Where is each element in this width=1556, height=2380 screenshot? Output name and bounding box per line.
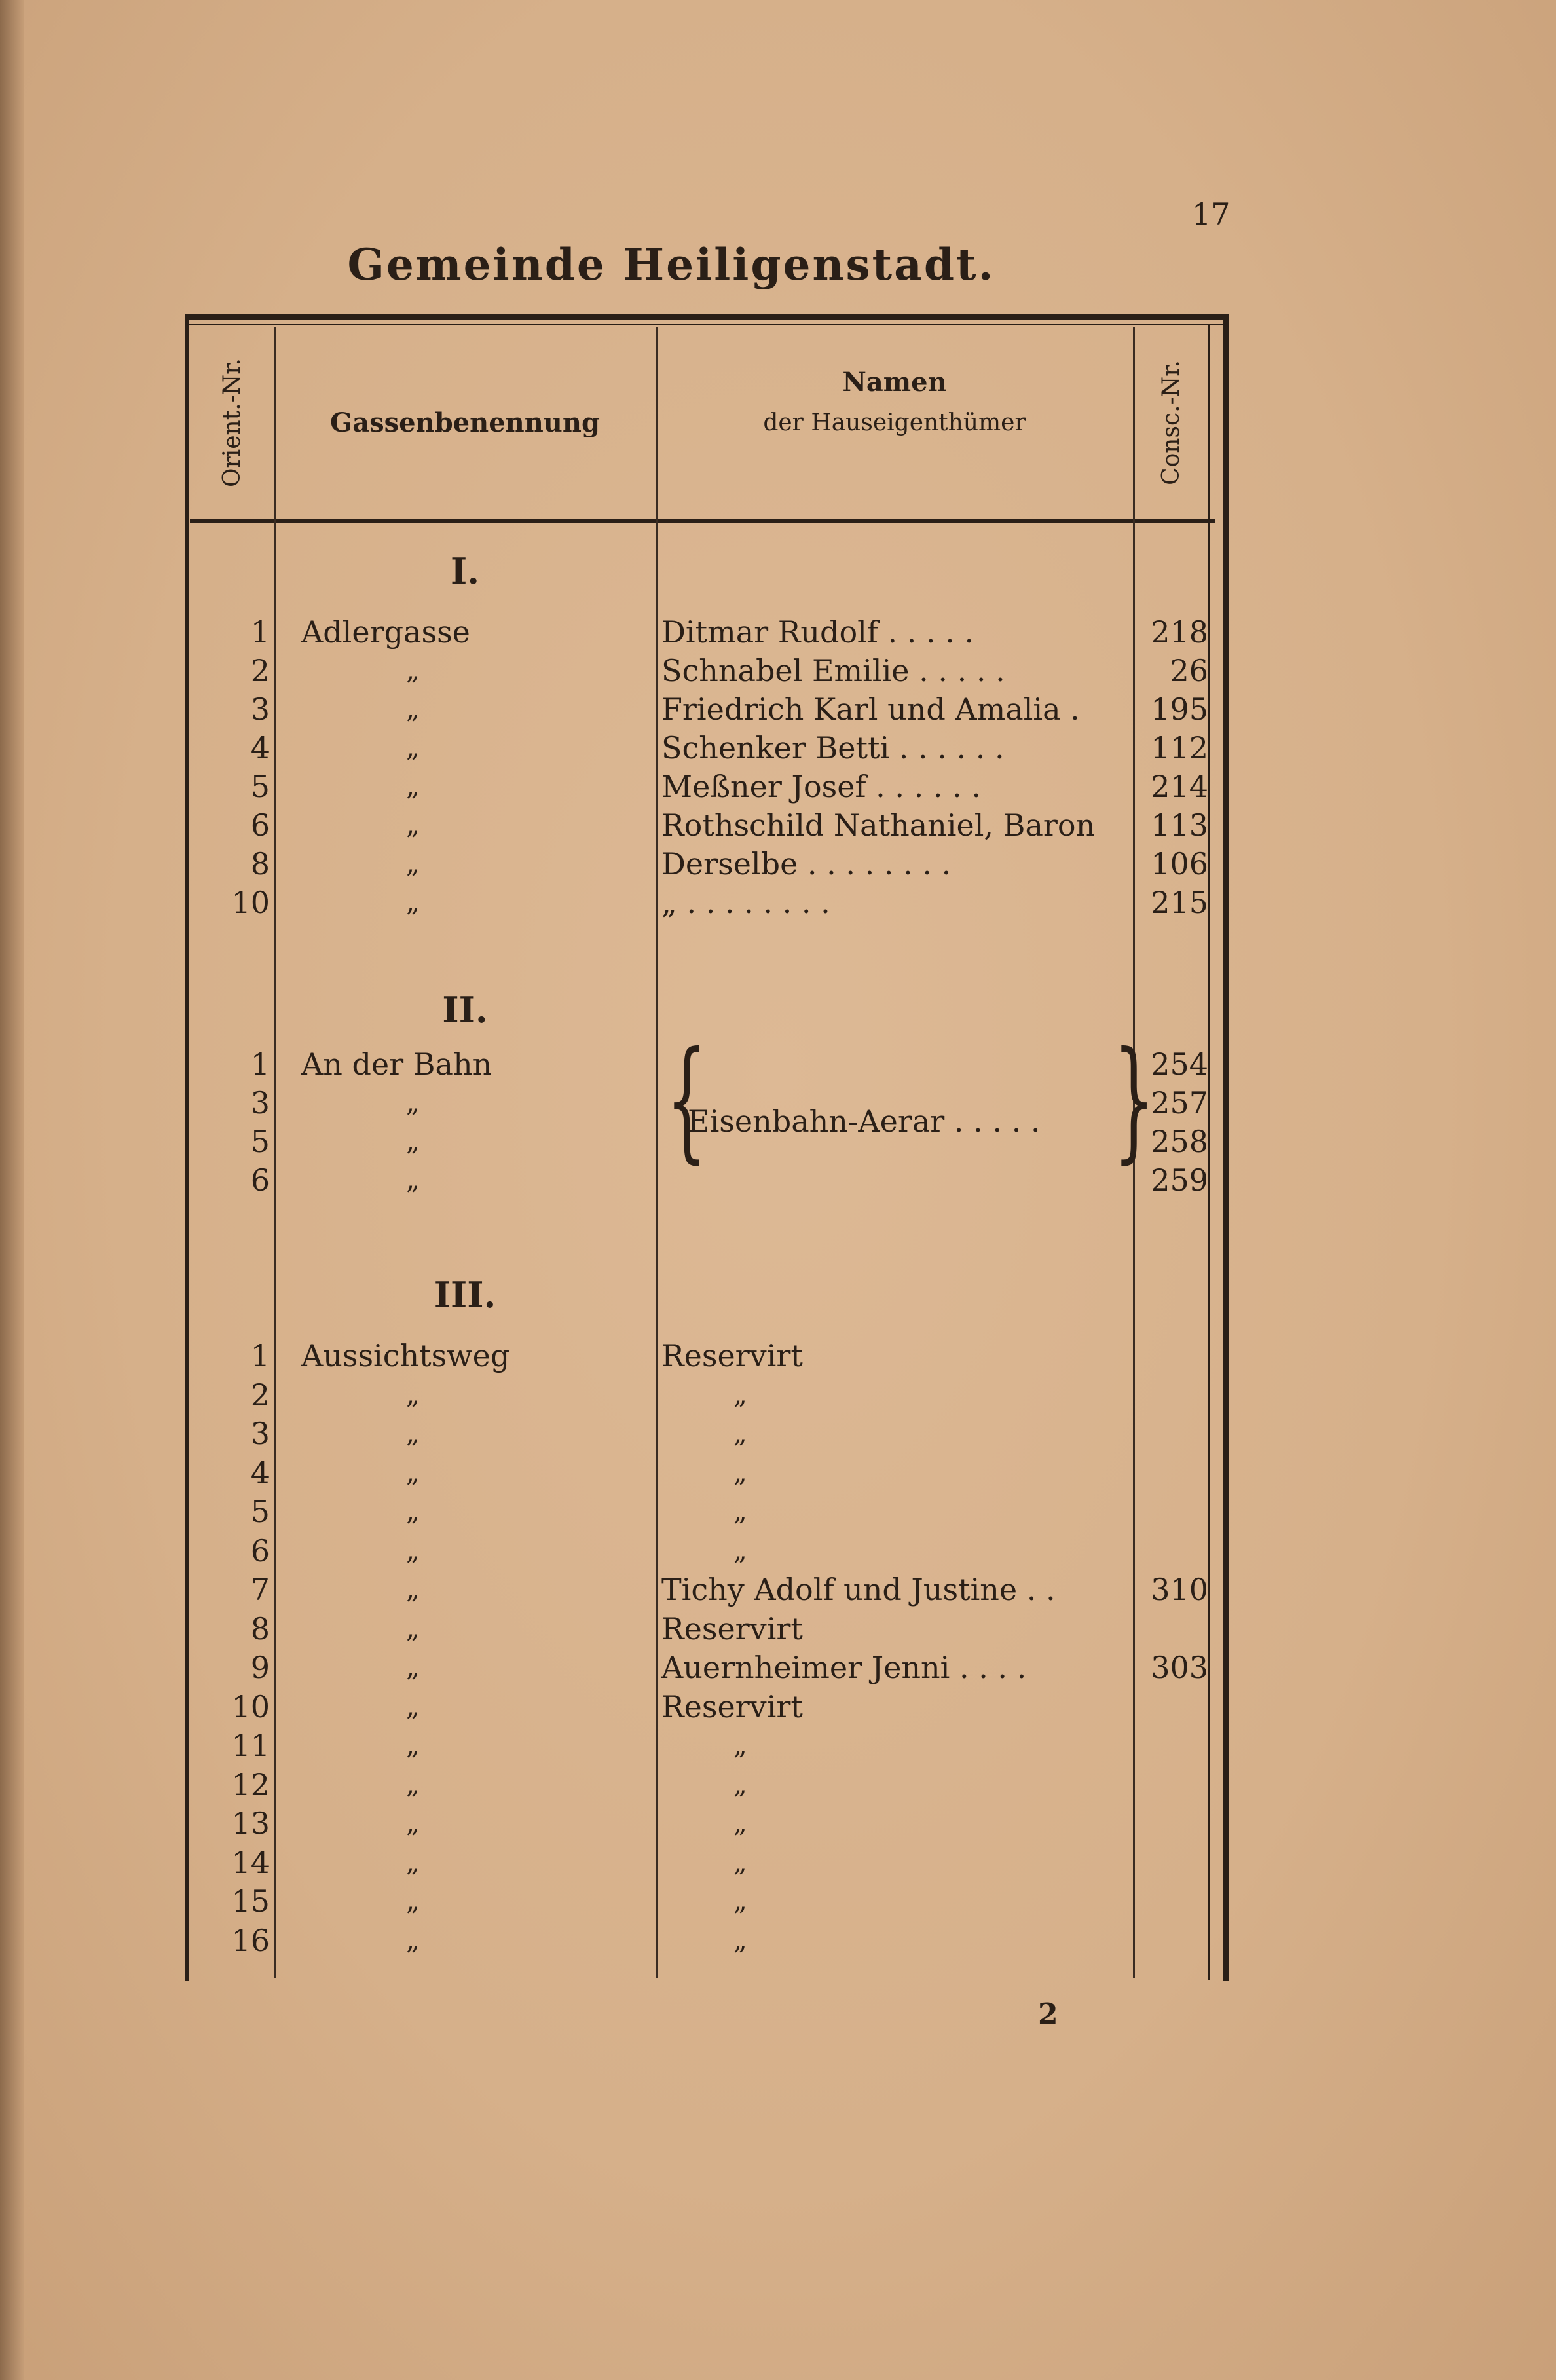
table-row bbox=[190, 1531, 1212, 1571]
street-name: An der Bahn bbox=[301, 1047, 492, 1082]
table-row bbox=[190, 1882, 1212, 1921]
orient-number: 5 bbox=[250, 1124, 270, 1159]
street-name: „ bbox=[406, 1925, 420, 1956]
owner-name: Reservirt bbox=[661, 1688, 803, 1724]
consc-number: 257 bbox=[1151, 1085, 1208, 1121]
owner-name: Schenker Betti . . . . . . bbox=[661, 730, 1005, 766]
consc-number: 195 bbox=[1151, 692, 1208, 727]
table-row bbox=[190, 1687, 1212, 1726]
table-row bbox=[190, 844, 1212, 883]
orient-number: 1 bbox=[250, 614, 270, 650]
street-name: „ bbox=[406, 1730, 420, 1760]
header-street: Gassenbenennung bbox=[330, 407, 600, 438]
table-row bbox=[190, 1570, 1212, 1609]
header-consc-label: Consc.-Nr. bbox=[1157, 360, 1185, 485]
orient-number: 7 bbox=[250, 1572, 270, 1607]
page-number-top: 17 bbox=[1192, 196, 1231, 232]
table-border-top-inner bbox=[185, 324, 1229, 325]
orient-number: 6 bbox=[250, 808, 270, 843]
owner-name: „ bbox=[733, 1535, 747, 1566]
consc-number: 218 bbox=[1151, 614, 1208, 650]
table-border-top bbox=[185, 314, 1229, 320]
page-title: Gemeinde Heiligenstadt. bbox=[347, 239, 995, 290]
consc-number: 106 bbox=[1151, 846, 1208, 882]
street-name: „ bbox=[406, 733, 420, 763]
header-names bbox=[658, 367, 1131, 436]
table-border-left bbox=[185, 314, 189, 1981]
group-owner: Eisenbahn-Aerar . . . . . bbox=[688, 1104, 1041, 1139]
consc-number: 113 bbox=[1151, 808, 1208, 843]
street-name: „ bbox=[406, 1535, 420, 1566]
table-row bbox=[190, 1726, 1212, 1765]
consc-number: 214 bbox=[1151, 769, 1208, 804]
orient-number: 16 bbox=[231, 1922, 270, 1958]
street-name: „ bbox=[406, 1613, 420, 1644]
owner-name: Reservirt bbox=[661, 1338, 803, 1373]
orient-number: 10 bbox=[231, 1688, 270, 1724]
consc-number: 310 bbox=[1151, 1572, 1208, 1607]
orient-number: 15 bbox=[231, 1884, 270, 1919]
consc-number: 303 bbox=[1151, 1650, 1208, 1685]
table-row bbox=[190, 728, 1212, 768]
orient-number: 11 bbox=[231, 1728, 270, 1763]
consc-number: 254 bbox=[1151, 1047, 1208, 1082]
brace-right: } bbox=[1113, 1024, 1155, 1176]
street-name: „ bbox=[406, 1457, 420, 1488]
owner-name: Reservirt bbox=[661, 1610, 803, 1646]
orient-number: 3 bbox=[250, 692, 270, 727]
header-orient bbox=[191, 327, 273, 517]
orient-number: 1 bbox=[250, 1338, 270, 1373]
owner-name: Rothschild Nathaniel, Baron bbox=[661, 808, 1096, 843]
owner-name: „ bbox=[733, 1925, 747, 1956]
table-row bbox=[190, 1843, 1212, 1882]
header-consc bbox=[1135, 327, 1207, 517]
street-name: „ bbox=[406, 849, 420, 879]
orient-number: 1 bbox=[250, 1047, 270, 1082]
consc-number: 26 bbox=[1170, 653, 1208, 688]
header-names-line2: der Hauseigenthümer bbox=[763, 409, 1026, 436]
orient-number: 8 bbox=[250, 846, 270, 882]
street-name: „ bbox=[406, 1165, 420, 1195]
orient-number: 6 bbox=[250, 1162, 270, 1198]
street-name: „ bbox=[406, 1088, 420, 1118]
street-name: „ bbox=[406, 1574, 420, 1605]
table-row bbox=[190, 651, 1212, 690]
owner-name: „ bbox=[733, 1808, 747, 1838]
orient-number: 3 bbox=[250, 1416, 270, 1451]
street-name: „ bbox=[406, 887, 420, 918]
owner-name: „ bbox=[733, 1847, 747, 1878]
street-name: „ bbox=[406, 1769, 420, 1800]
consc-number: 258 bbox=[1151, 1124, 1208, 1159]
owner-name: Meßner Josef . . . . . . bbox=[661, 769, 981, 804]
owner-name: „ bbox=[733, 1769, 747, 1800]
owner-name: „ bbox=[733, 1497, 747, 1527]
orient-number: 5 bbox=[250, 1494, 270, 1529]
table-row bbox=[190, 1453, 1212, 1493]
owner-name: Friedrich Karl und Amalia . bbox=[661, 692, 1080, 727]
street-name: „ bbox=[406, 656, 420, 686]
table-row bbox=[190, 690, 1212, 729]
owner-name: „ bbox=[733, 1457, 747, 1488]
owner-name: Derselbe . . . . . . . . bbox=[661, 846, 952, 882]
street-name: „ bbox=[406, 1379, 420, 1410]
orient-number: 13 bbox=[231, 1806, 270, 1841]
orient-number: 6 bbox=[250, 1533, 270, 1569]
owner-name: Tichy Adolf und Justine . . bbox=[661, 1572, 1056, 1607]
street-name: Adlergasse bbox=[301, 614, 470, 650]
section-heading: III. bbox=[434, 1274, 496, 1316]
table-row bbox=[190, 1921, 1212, 1960]
binding-edge bbox=[0, 0, 24, 2380]
orient-number: 9 bbox=[250, 1650, 270, 1685]
owner-name: „ bbox=[733, 1886, 747, 1916]
street-name: „ bbox=[406, 1497, 420, 1527]
owner-name: „ bbox=[733, 1730, 747, 1760]
owner-name: Ditmar Rudolf . . . . . bbox=[661, 614, 974, 650]
consc-number: 259 bbox=[1151, 1162, 1208, 1198]
street-name: „ bbox=[406, 1847, 420, 1878]
header-rule bbox=[190, 519, 1215, 523]
street-name: „ bbox=[406, 1808, 420, 1838]
orient-number: 2 bbox=[250, 1377, 270, 1413]
orient-number: 12 bbox=[231, 1766, 270, 1802]
street-name: Aussichtsweg bbox=[301, 1338, 510, 1373]
orient-number: 8 bbox=[250, 1610, 270, 1646]
page-number-bottom: 2 bbox=[1038, 1998, 1058, 2031]
section-heading: I. bbox=[450, 550, 480, 592]
orient-number: 14 bbox=[231, 1844, 270, 1880]
table-row bbox=[190, 767, 1212, 806]
table-row bbox=[190, 1648, 1212, 1687]
owner-name: „ bbox=[733, 1379, 747, 1410]
street-name: „ bbox=[406, 772, 420, 802]
owner-name: Schnabel Emilie . . . . . bbox=[661, 653, 1005, 688]
table-row bbox=[190, 883, 1212, 922]
orient-number: 10 bbox=[231, 885, 270, 920]
table-row bbox=[190, 612, 1212, 652]
header-orient-label: Orient.-Nr. bbox=[219, 358, 246, 487]
owner-name: Auernheimer Jenni . . . . bbox=[661, 1650, 1027, 1685]
owner-name: „ bbox=[733, 1419, 747, 1449]
table-row bbox=[190, 1414, 1212, 1453]
orient-number: 3 bbox=[250, 1085, 270, 1121]
street-name: „ bbox=[406, 810, 420, 840]
consc-number: 112 bbox=[1151, 730, 1208, 766]
orient-number: 4 bbox=[250, 730, 270, 766]
consc-number: 215 bbox=[1151, 885, 1208, 920]
street-name: „ bbox=[406, 1126, 420, 1157]
orient-number: 2 bbox=[250, 653, 270, 688]
orient-number: 5 bbox=[250, 769, 270, 804]
street-name: „ bbox=[406, 1886, 420, 1916]
owner-name: „ . . . . . . . . bbox=[661, 885, 830, 920]
orient-number: 4 bbox=[250, 1455, 270, 1491]
table-row bbox=[190, 1336, 1212, 1375]
table-row bbox=[190, 1375, 1212, 1415]
street-name: „ bbox=[406, 1691, 420, 1722]
table-row bbox=[190, 1609, 1212, 1648]
header-names-line1: Namen bbox=[842, 367, 947, 398]
section-heading: II. bbox=[442, 989, 488, 1031]
table-row bbox=[190, 806, 1212, 845]
brace-left: { bbox=[665, 1024, 708, 1176]
table-row bbox=[190, 1765, 1212, 1804]
table-row bbox=[190, 1804, 1212, 1843]
table-row bbox=[190, 1492, 1212, 1531]
street-name: „ bbox=[406, 694, 420, 724]
street-name: „ bbox=[406, 1652, 420, 1683]
street-name: „ bbox=[406, 1419, 420, 1449]
